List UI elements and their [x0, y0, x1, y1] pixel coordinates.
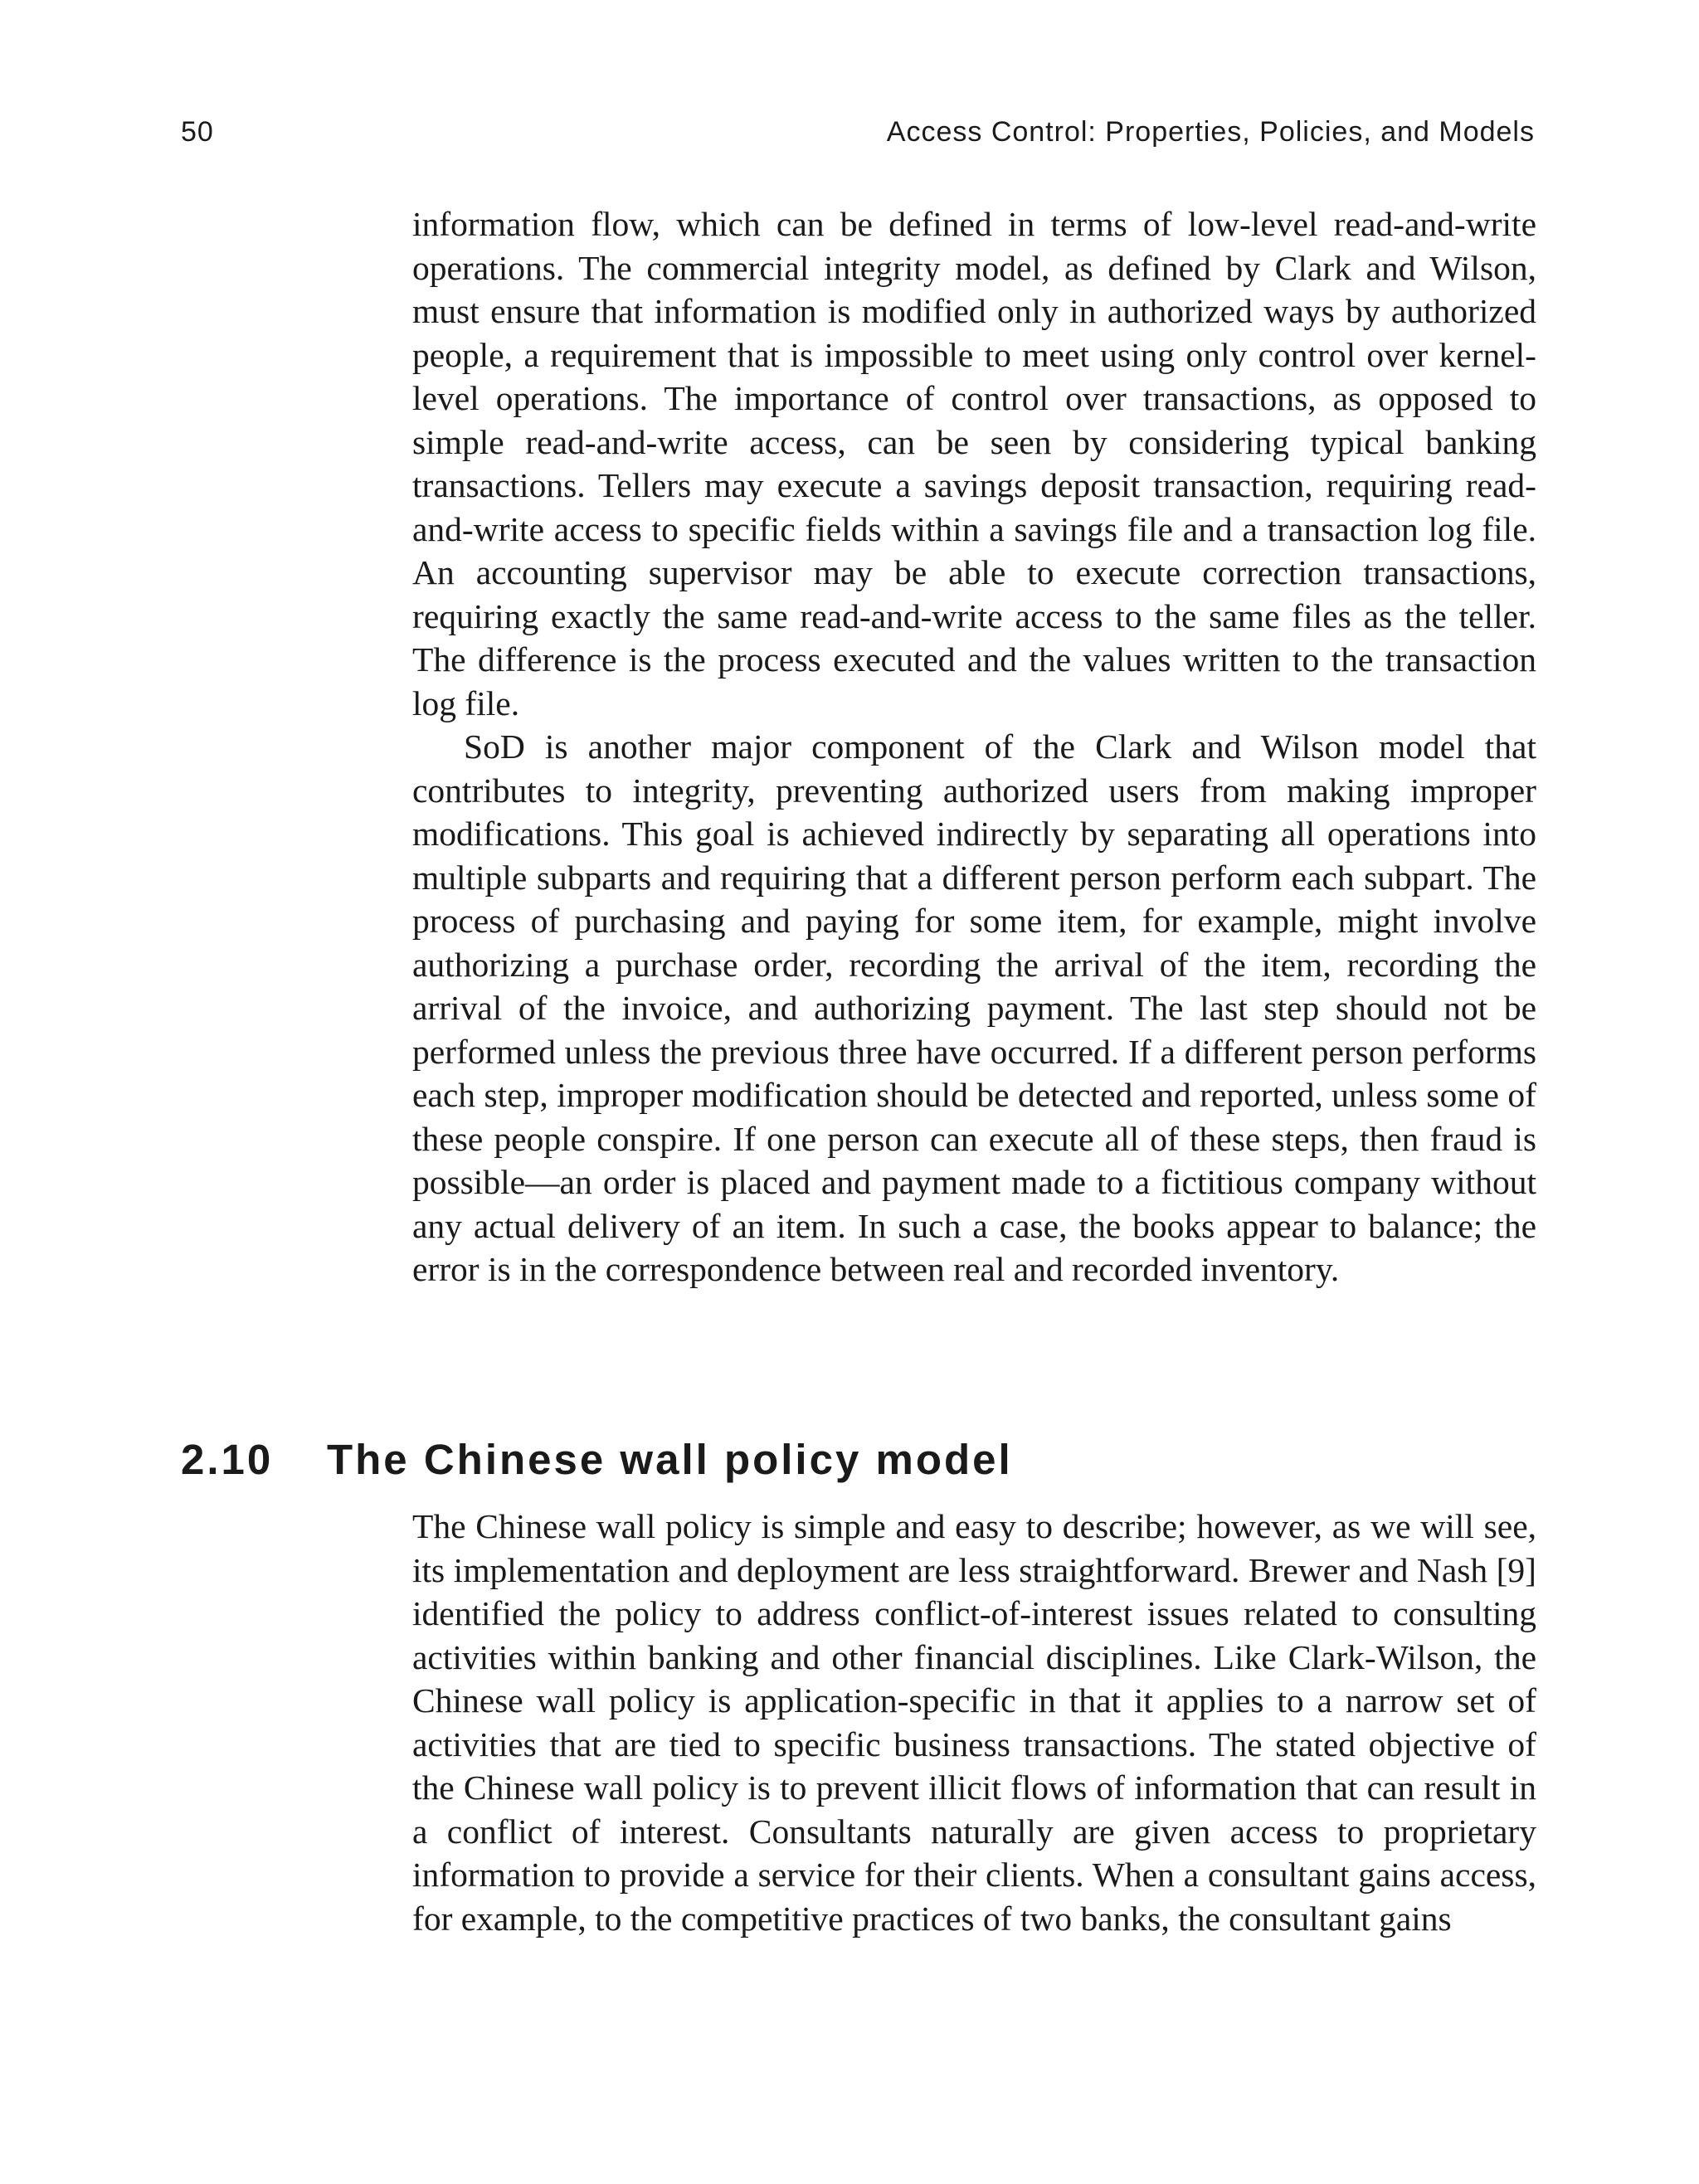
body-paragraph: information flow, which can be defined in terms of low-level read-and-write operations. The commercial integrity model, as defined by Clark and Wilson, must ensure that information is modified only in authorized ways by authorized people, a requirement that is impossible to meet using only control over kernel-level operations. The importance of control over transactions, as opposed to simple read-and-write access, can be seen by considering typical banking transactions. Tellers may execute a savings deposit transaction, requiring read-and-write access to specific fields within a savings file and a transaction log file. An accounting supervisor may be able to execute correction transactions, requiring exactly the same read-and-write access to the same files as the teller. The difference is the process executed and the values written to the transaction log file.	[412, 205, 1536, 722]
running-title: Access Control: Properties, Policies, and Models	[886, 116, 1535, 148]
body-paragraph: The Chinese wall policy is simple and easy to describe; however, as we will see, its implementation and deployment are less straightforward. Brewer and Nash [9] identified the policy to address conflict-of-interest issues related to consulting activities within banking and other financial disciplines. Like Clark-Wilson, the Chinese wall policy is application-specific in that it applies to a narrow set of activities that are tied to specific business transactions. The stated objective of the Chinese wall policy is to prevent illicit flows of information that can result in a conflict of interest. Consultants naturally are given access to proprietary information to provide a service for their clients. When a consultant gains access, for example, to the competitive practices of two banks, the consultant gains	[412, 1507, 1536, 1938]
page-number: 50	[181, 116, 214, 148]
body-paragraph: SoD is another major component of the Clark and Wilson model that contributes to integrity, preventing authorized users from making improper modifications. This goal is achieved indirectly by separating all operations into multiple subparts and requiring that a different person perform each subpart. The process of purchasing and paying for some item, for example, might involve authorizing a purchase order, recording the arrival of the item, recording the arrival of the invoice, and authorizing payment. The last step should not be performed unless the previous three have occurred. If a different person performs each step, improper modification should be detected and reported, unless some of these people conspire. If one person can execute all of these steps, then fraud is possible—an order is placed and payment made to a fictitious company without any actual delivery of an item. In such a case, the books appear to balance; the error is in the correspondence between real and recorded inventory.	[412, 727, 1536, 1288]
section-number: 2.10	[181, 1436, 274, 1483]
section-heading	[181, 1435, 1535, 1484]
section-text-block	[412, 1505, 1536, 1940]
section-title: The Chinese wall policy model	[327, 1436, 1013, 1483]
continued-text-block	[412, 202, 1536, 1291]
running-head	[181, 116, 1535, 154]
